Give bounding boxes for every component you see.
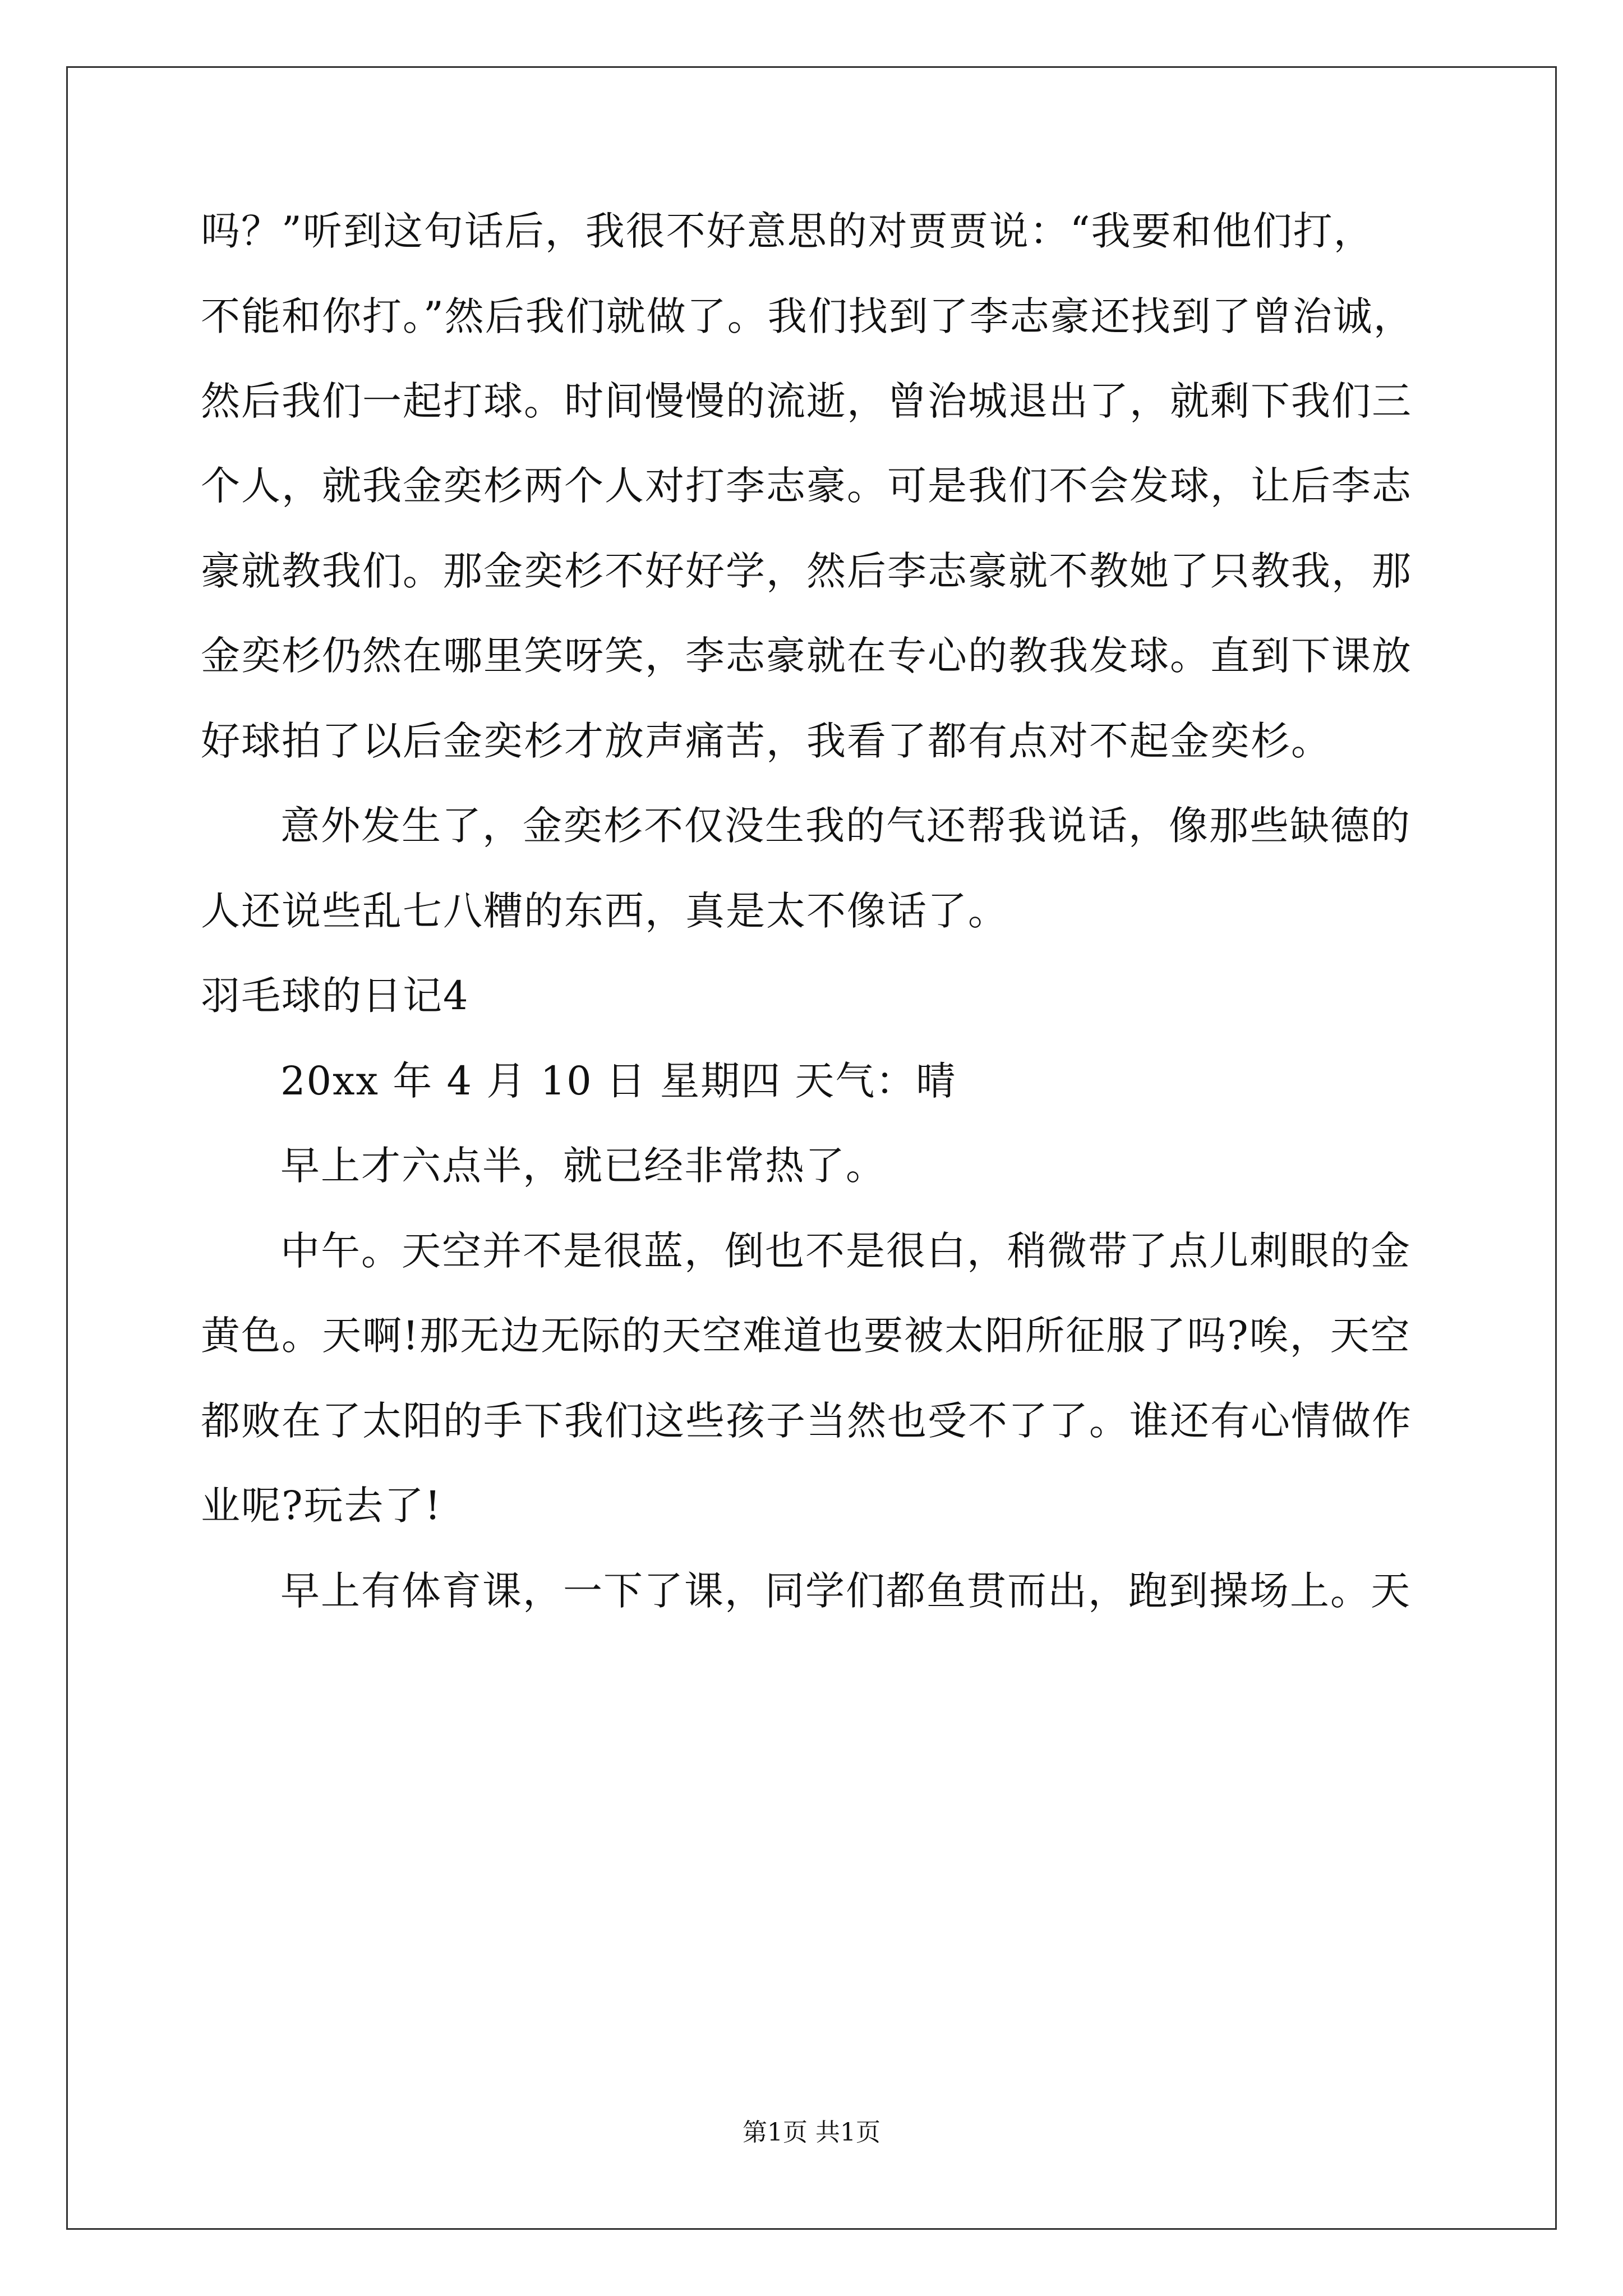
text-line: 业呢?玩去了! [201,1483,442,1529]
text-line: 中午。天空并不是很蓝，倒也不是很白，稍微带了点儿刺眼的金 [280,1228,1411,1274]
text-line: 吗？”听到这句话后，我很不好意思的对贾贾说：“我要和他们打， [201,208,1374,254]
text-line: 早上有体育课，一下了课，同学们都鱼贯而出，跑到操场上。天 [280,1568,1411,1614]
text-line: 不能和你打。”然后我们就做了。我们找到了李志豪还找到了曾治诚， [201,293,1414,339]
text-line: 人还说些乱七八糟的东西，真是太不像话了。 [201,888,1008,934]
text-line: 都败在了太阳的手下我们这些孩子当然也受不了了。谁还有心情做作 [201,1398,1412,1444]
text-line: 个人，就我金奕杉两个人对打李志豪。可是我们不会发球，让后李志 [201,463,1412,509]
text-line: 然后我们一起打球。时间慢慢的流逝，曾治城退出了，就剩下我们三 [201,378,1412,424]
section-heading: 羽毛球的日记4 [201,973,469,1019]
text-line: 早上才六点半，就已经非常热了。 [280,1143,886,1189]
text-line: 金奕杉仍然在哪里笑呀笑，李志豪就在专心的教我发球。直到下课放 [201,633,1412,679]
text-line: 黄色。天啊!那无边无际的天空难道也要被太阳所征服了吗?唉，天空 [201,1313,1411,1359]
text-line: 豪就教我们。那金奕杉不好好学，然后李志豪就不教她了只教我，那 [201,548,1412,594]
date-line: 20xx 年 4 月 10 日 星期四 天气：晴 [280,1058,957,1104]
text-line: 意外发生了，金奕杉不仅没生我的气还帮我说话，像那些缺德的 [280,803,1411,849]
page-footer: 第1页 共1页 [743,2118,880,2147]
text-line: 好球拍了以后金奕杉才放声痛苦，我看了都有点对不起金奕杉。 [201,718,1331,764]
